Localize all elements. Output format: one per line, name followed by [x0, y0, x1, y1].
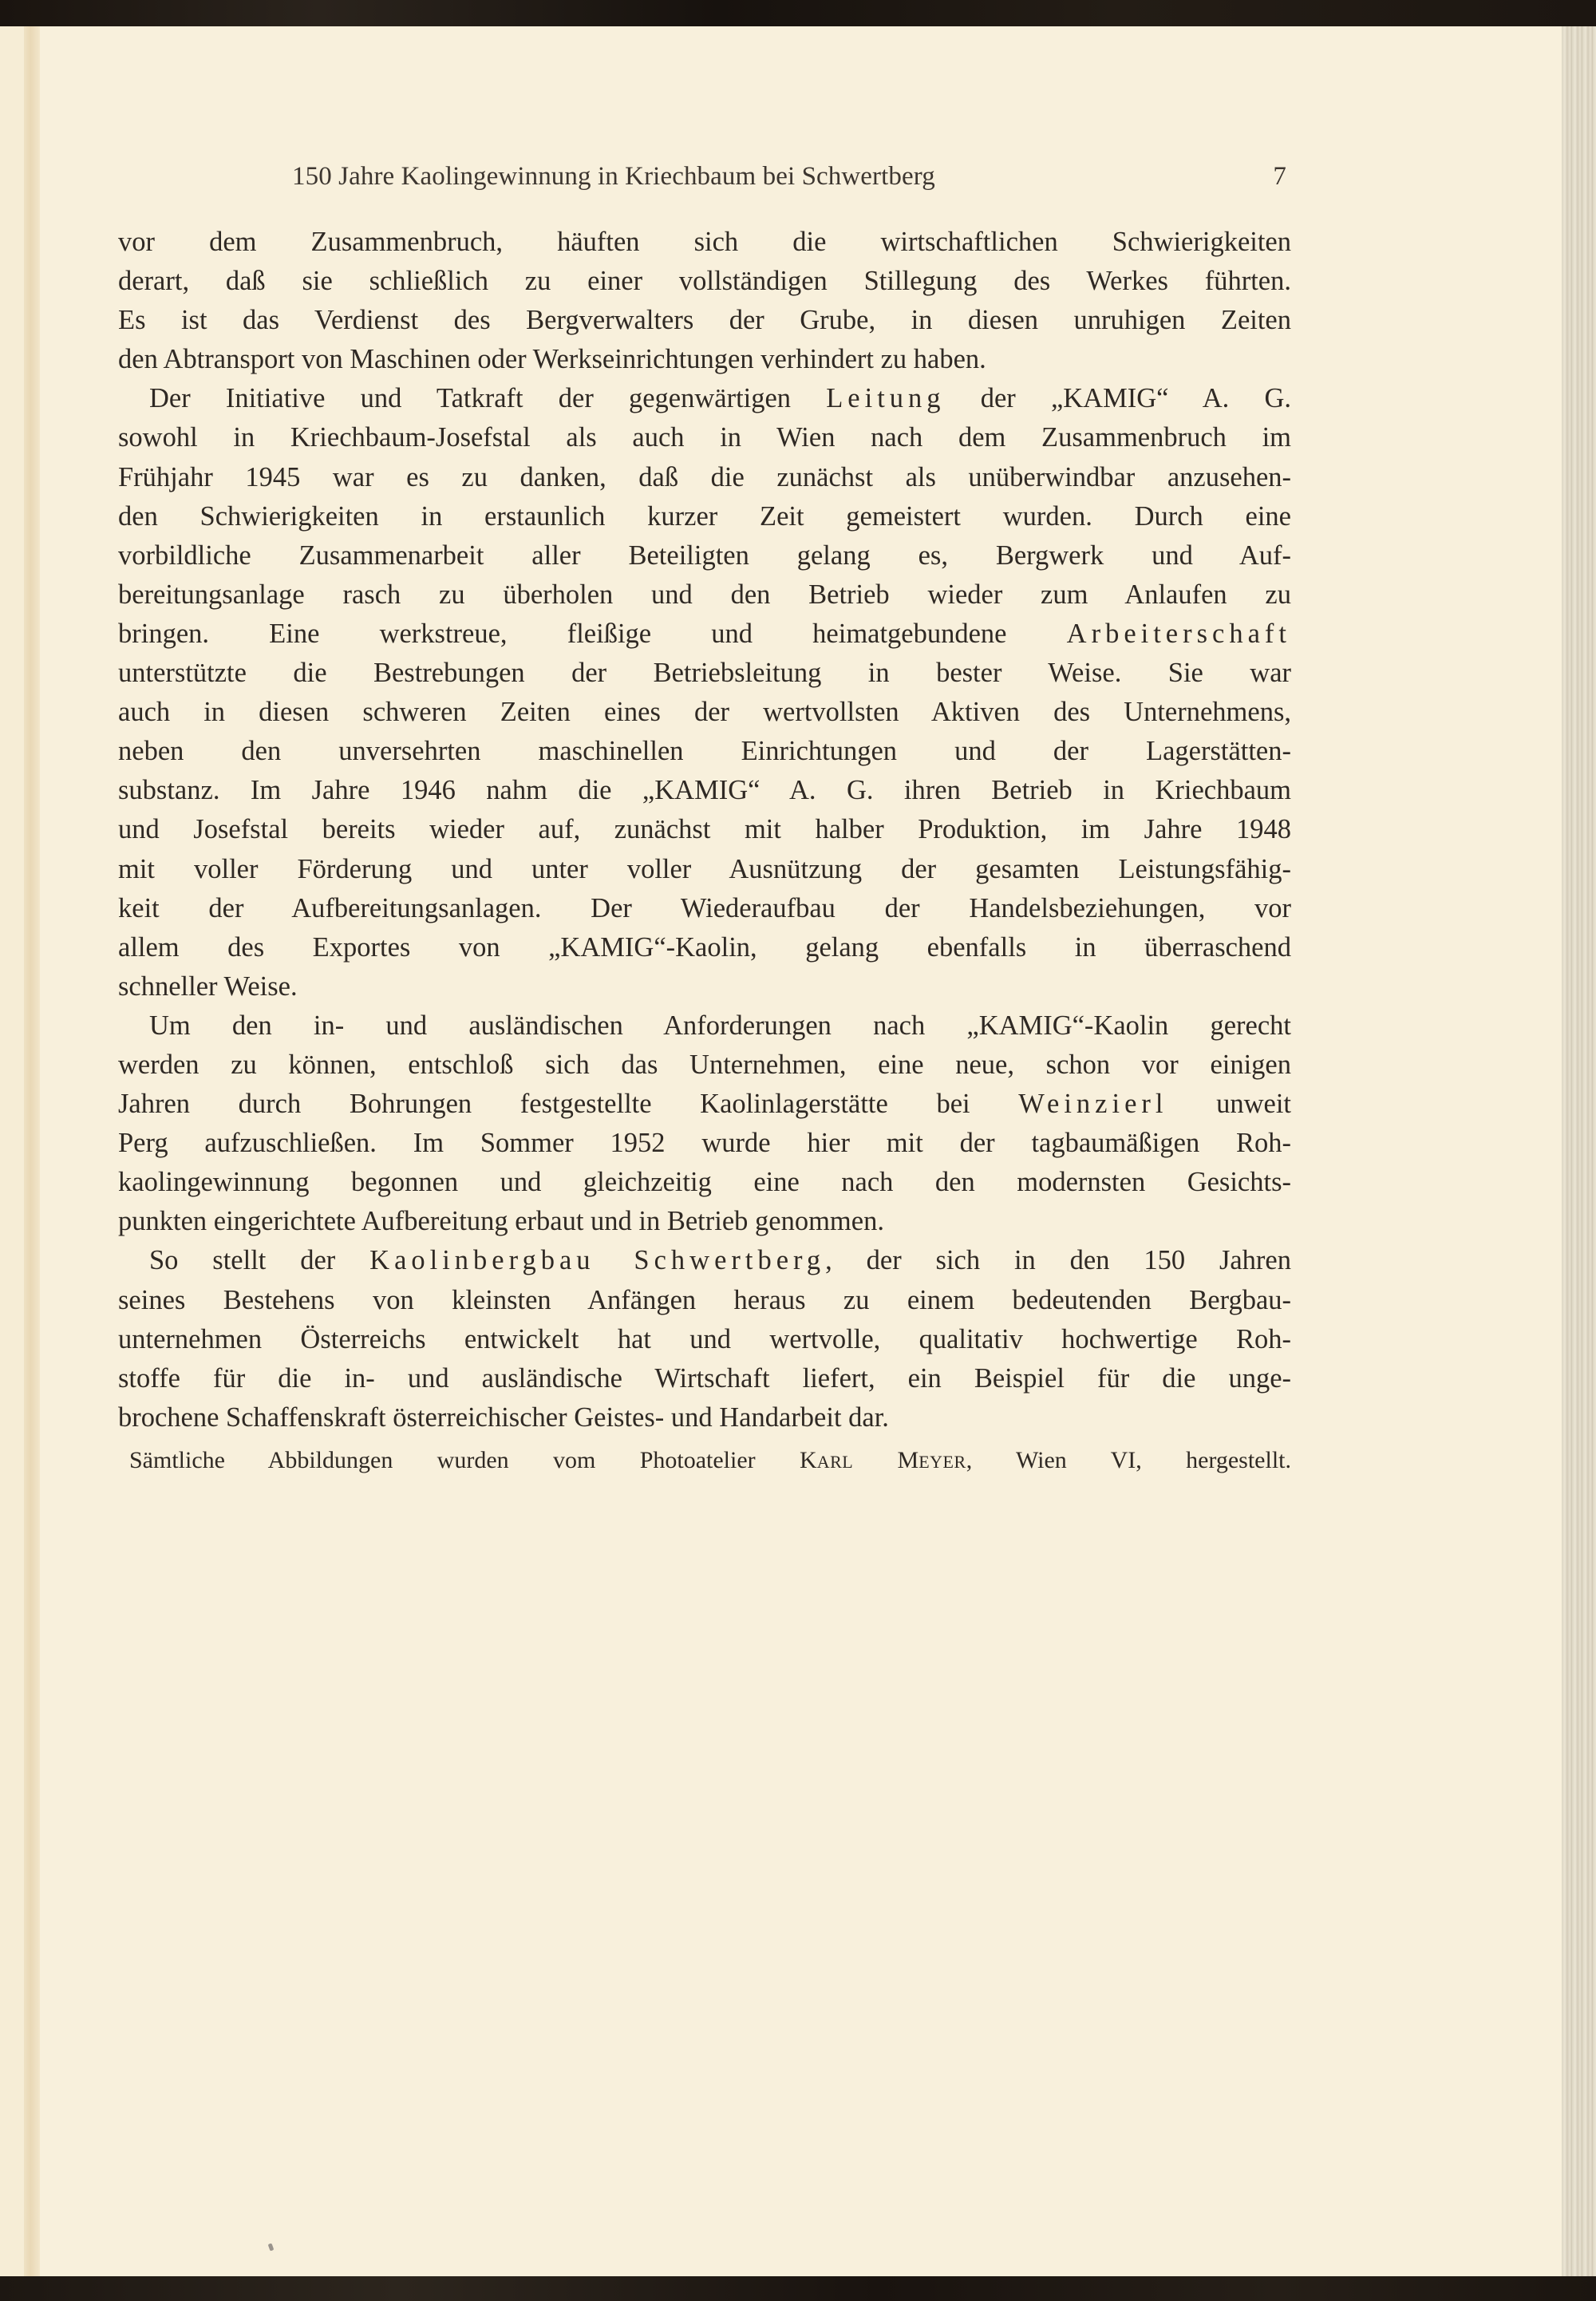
text-line: auch in diesen schweren Zeiten eines der wertvollsten Aktiven des Unternehmens, — [118, 697, 1291, 728]
text-line — [118, 1241, 1291, 1280]
text-line: keit der Aufbereitungsanlagen. Der Wiederaufbau der Handelsbeziehungen, vor — [118, 892, 1291, 923]
text-line: bereitungsanlage rasch zu überholen und den Betrieb wieder zum Anlaufen zu — [118, 579, 1291, 610]
spaced-emphasis: Arbeiterschaft — [1066, 618, 1291, 649]
page-number: 7 — [1273, 162, 1286, 191]
spaced-emphasis: Leitung — [826, 383, 946, 414]
text-line: sowohl in Kriechbaum-Josefstal als auch in Wien nach dem Zusammenbruch im — [118, 422, 1291, 453]
text-line: und Josefstal bereits wieder auf, zunächst mit halber Produktion, im Jahre 1948 — [118, 814, 1291, 845]
photo-credit — [129, 1447, 1291, 1474]
text-line: vorbildliche Zusammenarbeit aller Beteiligten gelang es, Bergwerk und Auf- — [118, 540, 1291, 571]
text-run: unweit — [1216, 1089, 1291, 1120]
text-line: neben den unversehrten maschinellen Einrichtungen und der Lagerstätten- — [118, 736, 1291, 767]
text-run: , der sich in den 150 Jahren — [825, 1245, 1291, 1276]
text-run: Jahren durch Bohrungen festgestellte Kaolinlagerstätte bei — [118, 1089, 970, 1120]
running-title: 150 Jahre Kaolingewinnung in Kriechbaum bei Schwertberg — [292, 162, 935, 191]
text-line: den Abtransport von Maschinen oder Werkseinrichtungen verhindert zu haben. — [118, 344, 986, 375]
body-text — [118, 223, 1291, 1437]
paper-speck — [268, 2243, 275, 2251]
text-line: den Schwierigkeiten in erstaunlich kurzer Zeit gemeistert wurden. Durch eine — [118, 500, 1291, 532]
photographer-name: KARL MEYER — [800, 1447, 966, 1473]
credit-text: Sämtliche Abbildungen wurden vom Photoatelier — [129, 1447, 756, 1473]
text-line: Frühjahr 1945 war es zu danken, daß die zunächst als unüberwindbar anzusehen- — [118, 461, 1291, 492]
text-run: der „KAMIG“ A. G. — [980, 383, 1291, 414]
text-line: unterstützte die Bestrebungen der Betriebsleitung in bester Weise. Sie war — [118, 658, 1291, 689]
spaced-emphasis: Weinzierl — [1018, 1089, 1168, 1120]
text-line: Um den in- und ausländischen Anforderungen nach „KAMIG“-Kaolin gerecht — [149, 1010, 1291, 1041]
text-line: derart, daß sie schließlich zu einer vollständigen Stillegung des Werkes führten. — [118, 266, 1291, 297]
text-line: allem des Exportes von „KAMIG“-Kaolin, gelang ebenfalls in überraschend — [118, 931, 1291, 963]
credit-text: , Wien VI, hergestellt. — [966, 1447, 1292, 1473]
text-line: kaolingewinnung begonnen und gleichzeitig eine nach den modernsten Gesichts- — [118, 1167, 1291, 1198]
text-line — [118, 1085, 1291, 1124]
text-run: Der Initiative und Tatkraft der gegenwärtigen — [149, 383, 792, 414]
text-line: brochene Schaffenskraft österreichischer Geistes- und Handarbeit dar. — [118, 1402, 889, 1433]
spaced-emphasis: Kaolinbergbau Schwertberg — [369, 1245, 826, 1276]
text-run: bringen. Eine werkstreue, fleißige und heimatgebundene — [118, 618, 1007, 649]
text-line: Es ist das Verdienst des Bergverwalters der Grube, in diesen unruhigen Zeiten — [118, 305, 1291, 336]
text-line: unternehmen Österreichs entwickelt hat und wertvolle, qualitativ hochwertige Roh- — [118, 1323, 1291, 1354]
text-line: stoffe für die in- und ausländische Wirtschaft liefert, ein Beispiel für die unge- — [118, 1362, 1291, 1394]
text-line — [118, 615, 1291, 654]
text-line: mit voller Förderung und unter voller Ausnützung der gesamten Leistungsfähig- — [118, 853, 1291, 884]
text-line: Perg aufzuschließen. Im Sommer 1952 wurde hier mit der tagbaumäßigen Roh- — [118, 1128, 1291, 1159]
text-line: substanz. Im Jahre 1946 nahm die „KAMIG“ A. G. ihren Betrieb in Kriechbaum — [118, 775, 1291, 806]
text-line: vor dem Zusammenbruch, häuften sich die wirtschaftlichen Schwierigkeiten — [118, 227, 1291, 257]
text-line: seines Bestehens von kleinsten Anfängen heraus zu einem bedeutenden Bergbau- — [118, 1284, 1291, 1315]
text-line: werden zu können, entschloß sich das Unternehmen, eine neue, schon vor einigen — [118, 1049, 1291, 1080]
text-run: So stellt der — [149, 1245, 336, 1276]
running-header — [292, 162, 1286, 194]
text-line: punkten eingerichtete Aufbereitung erbaut und in Betrieb genommen. — [118, 1206, 884, 1237]
text-line: schneller Weise. — [118, 971, 298, 1002]
text-line — [118, 379, 1291, 418]
